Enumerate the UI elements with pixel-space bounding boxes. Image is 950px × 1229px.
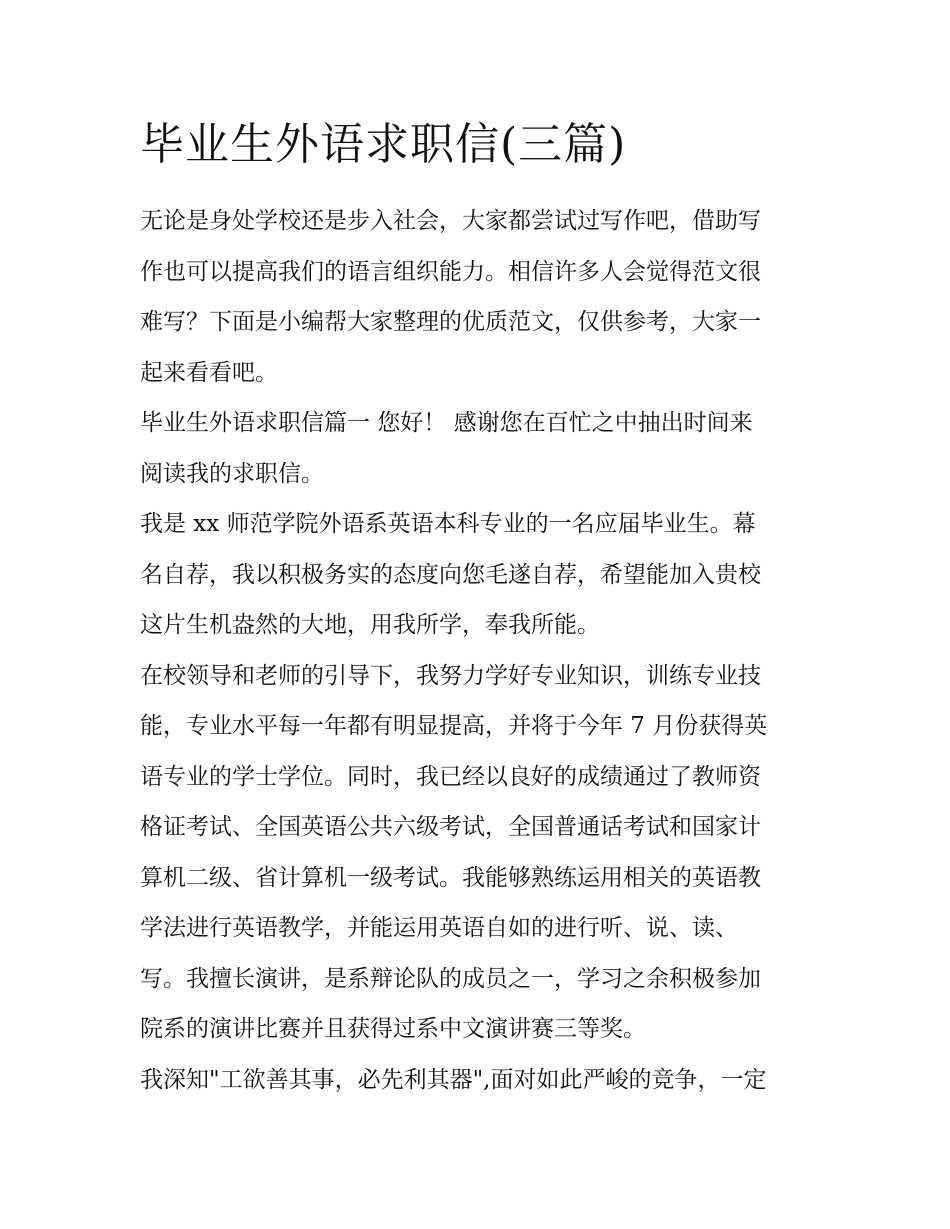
paragraph-line: 无论是身处学校还是步入社会，大家都尝试过写作吧，借助写 bbox=[140, 208, 761, 234]
paragraph-line: 写。我擅长演讲，是系辩论队的成员之一，学习之余积极参加 bbox=[140, 965, 761, 992]
qualifications-paragraph bbox=[140, 651, 812, 1055]
paragraph-line: 我是 xx 师范学院外语系英语本科专业的一名应届毕业生。幕 bbox=[140, 511, 756, 537]
document-content bbox=[140, 110, 812, 1105]
paragraph-line: 名自荐，我以积极务实的态度向您毛遂自荐，希望能加入贵校 bbox=[140, 561, 761, 588]
document-title: 毕业生外语求职信(三篇) bbox=[140, 119, 627, 170]
paragraph-line: 在校领导和老师的引导下，我努力学好专业知识，训练专业技 bbox=[140, 662, 761, 689]
paragraph-line: 起来看看吧。 bbox=[140, 359, 278, 386]
paragraph-line: 学法进行英语教学，并能运用英语自如的进行听、说、读、 bbox=[140, 915, 738, 941]
paragraph-line: 语专业的学士学位。同时，我已经以良好的成绩通过了教师资 bbox=[140, 763, 761, 790]
paragraph-line: 算机二级、省计算机一级考试。我能够熟练运用相关的英语教 bbox=[140, 864, 761, 891]
paragraph-line: 作也可以提高我们的语言组织能力。相信许多人会觉得范文很 bbox=[140, 258, 761, 285]
self-introduction-paragraph bbox=[140, 499, 812, 651]
letter-greeting-paragraph bbox=[140, 398, 812, 499]
paragraph-line: 这片生机盎然的大地，用我所学，奉我所能。 bbox=[140, 612, 600, 638]
paragraph-line: 阅读我的求职信。 bbox=[140, 460, 324, 487]
paragraph-line: 格证考试、全国英语公共六级考试，全国普通话考试和国家计 bbox=[140, 814, 761, 840]
intro-paragraph bbox=[140, 196, 812, 398]
paragraph-line: 院系的演讲比赛并且获得过系中文演讲赛三等奖。 bbox=[140, 1016, 646, 1042]
closing-paragraph bbox=[140, 1055, 812, 1106]
paragraph-line: 我深知"工欲善其事，必先利其器",面对如此严峻的竞争，一定 bbox=[140, 1066, 767, 1093]
paragraph-line: 毕业生外语求职信篇一 您好！ 感谢您在百忙之中抽出时间来 bbox=[140, 410, 753, 436]
paragraph-line: 难写？下面是小编帮大家整理的优质范文，仅供参考，大家一 bbox=[140, 309, 761, 335]
paragraph-line: 能，专业水平每一年都有明显提高，并将于今年 7 月份获得英 bbox=[140, 713, 768, 739]
